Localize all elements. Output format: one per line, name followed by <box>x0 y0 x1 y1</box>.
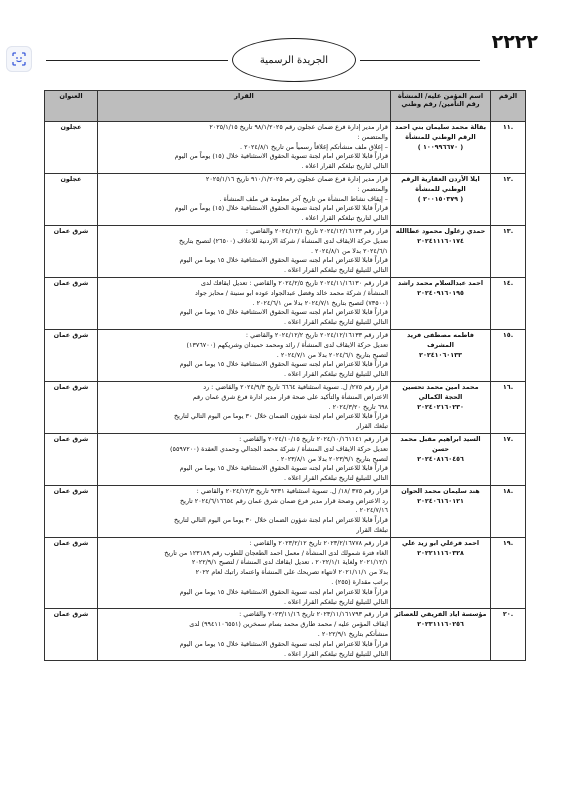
insured-name: محمد امين محمد تحسين الحجة الكمالي <box>402 382 479 401</box>
decision-cell <box>98 225 391 277</box>
decision-cell <box>98 277 391 329</box>
row-number: .١١ <box>491 122 526 174</box>
address-cell: شرق عمان <box>45 329 98 381</box>
address-cell: شرق عمان <box>45 609 98 661</box>
insurance-number: ( ٢٠٠١٥٠٣٧٩ ) <box>417 194 464 203</box>
insured-name-cell <box>391 433 491 485</box>
table-row <box>45 173 526 225</box>
insurance-number: ٢٠٢٤١٠٦٠١٣٣ <box>419 350 462 359</box>
insured-name: احمد عبدالسلام محمد راشد <box>397 278 484 287</box>
decision-line: رد الاعتراض وصحة قرار مدير فرع ضمان شرق عمان رقم ٢٠٢٤/٦/١٦٦٥٤ تاريخ <box>180 496 388 505</box>
decision-line: التالي لتاريخ تبلغكم القرار اعلاه . <box>301 214 388 223</box>
decision-cell <box>98 609 391 661</box>
decision-cell <box>98 122 391 174</box>
address-cell: عجلون <box>45 173 98 225</box>
decision-line: ٢٠٢١/١٢/١ ولغاية ٢٠٢٢/١/١ ، تعديل ايقافك لدى المنشأة / لتصبح ٢٠٢٢/٩/١ <box>191 558 388 567</box>
row-number: .١٥ <box>491 329 526 381</box>
decision-line: ٢٠٢٤/٦/١ بدلا من ٢٠٢٤/٨/١ . <box>310 246 388 255</box>
table-row <box>45 537 526 609</box>
decision-line: المنشأة / شركة محمد خالد وفضل عبدالجواد عوده ابو سنينة / محابز جواد <box>195 288 388 297</box>
decision-line: الاعتراض المنشأة والتأكيد على صحة قرار مدير ادارة فرع شرق عمان رقم <box>192 392 388 401</box>
decision-cell <box>98 485 391 537</box>
decision-line: التالي للتبليغ لتاريخ تبلغكم القرار اعلاه . <box>283 370 388 379</box>
decision-line: ايقاف المؤمن عليه / محمد طارق محمد بسام سمخرين (٩٩٤١١٠٦٥٥١) لدى <box>189 620 388 629</box>
decision-line: بدلا من ٢٠٢١/١١/١ لانتهاء تصريحك على المنشأة واعتماد راتبك لعام ٢٠٢٢ <box>195 568 388 577</box>
row-number: .١٨ <box>491 485 526 537</box>
decision-line: براتب مقدارة (٢٥٥) . <box>331 578 388 587</box>
gazette-title: الجريدة الرسمية <box>232 38 356 82</box>
decision-line: الغاء فترة شمولك لدى المنشأة / معمل احمد الطعجان للطوب رقم ١٢٣١٨٩ من تاريخ <box>164 548 388 557</box>
decision-line: التالي للتبليغ لتاريخ تبلغكم القرار اعلاه . <box>283 649 388 658</box>
address-cell: شرق عمان <box>45 485 98 537</box>
insurance-number: ٢٠٢٤٠٢١٦٠٢٣٠ <box>417 402 464 411</box>
scan-text-icon[interactable] <box>6 46 32 72</box>
table-row <box>45 485 526 537</box>
decision-line: قرار رقم ٢٠٢٣/٢/١٦٧٧٨ تاريخ ٢٠٢٣/٢/١٢ والقاضي : <box>249 538 388 547</box>
insured-name: بقالة محمد سليمان بني احمد الرقم الوطني للمنشأة <box>395 123 486 141</box>
row-number: .١٣ <box>491 225 526 277</box>
decision-line: التالي للتبليغ لتاريخ تبلغكم القرار اعلاه . <box>283 318 388 327</box>
decision-line: قراراً قابلا للاعتراض امام لجنه تسوية الحقوق الاستئنافية خلال ١٥ يوما من اليوم <box>179 639 388 648</box>
insured-name: احمد فرغلي ابو زيد علي <box>401 538 480 547</box>
insured-name-cell <box>391 277 491 329</box>
decision-line: التالي للتبليغ لتاريخ تبلغكم القرار اعلاه . <box>283 597 388 606</box>
decision-line: التالي للتبليغ لتاريخ تبلغكم القرار اعلاه . <box>283 474 388 483</box>
table-row <box>45 277 526 329</box>
header-rule-left <box>46 60 228 61</box>
decision-line: قراراً قابلا للاعتراض امام لجنة شؤون الضمان خلال ٣٠ يوما من اليوم التالي لتاريخ <box>174 516 388 525</box>
insurance-number: ٢٠٢٤١١١٦٠١٧٤ <box>417 236 464 245</box>
decision-line: تبلغك القرار <box>356 422 388 431</box>
decision-line: تبلغك القرار <box>356 526 388 535</box>
insured-name: حمدي زغلول محمود عطاالله <box>395 226 486 235</box>
insured-name-cell <box>391 225 491 277</box>
address-cell: شرق عمان <box>45 537 98 609</box>
insured-name: السيد ابراهيم مقبل محمد حسن <box>400 434 481 453</box>
insured-name-cell <box>391 381 491 433</box>
column-header-decision: القرار <box>98 91 391 122</box>
decision-line: قرار رقم ٢٠٢٤/١١/١٦١٣٠ تاريخ ٢٠٢٤/٢/٥ والقاضي : تعديل ايقافك لدى <box>200 278 388 287</box>
decision-line: منشأتكم بتاريخ ٢٠٢٢/٩/١ . <box>317 630 388 639</box>
scan-text-icon-glyph <box>12 52 26 66</box>
address-cell: شرق عمان <box>45 433 98 485</box>
table-row <box>45 122 526 174</box>
decision-line: قراراً قابلا للاعتراض امام لجنة شؤون الضمان خلال ٣٠ يوما من اليوم التالي لتاريخ <box>174 412 388 421</box>
table-row <box>45 609 526 661</box>
records-table <box>44 90 526 661</box>
decision-line: (٧٣٥٠٠) لتصبح بتاريخ ٢٠٢٤/٧/١ بدلا من ٢٠٢٤/٦/١ . <box>252 298 388 307</box>
decision-cell <box>98 537 391 609</box>
insured-name: فاطمه مصطفى فريد المشرف <box>406 330 474 349</box>
decision-line: قراراً قابلا للاعتراض امام لجنه تسوية الحقوق الاستئنافية خلال ١٥ يوما من اليوم <box>179 308 388 317</box>
table-row <box>45 433 526 485</box>
decision-line: ٢٠٢٤/٧/١٦ . <box>355 506 388 515</box>
insurance-number: ٢٠٢٤٠٦١٦٠١٢١ <box>417 496 464 505</box>
insurance-number: ٢٠٢٢١١١٦٠٣٢٨ <box>417 548 464 557</box>
decision-line: قراراً قابلا للاعتراض امام لجنه تسوية الحقوق الاستئنافية خلال ١٥ يوما من اليوم <box>179 464 388 473</box>
decision-line: التالي للتبليغ لتاريخ تبلغكم القرار اعلاه . <box>283 266 388 275</box>
decision-line: والمتضمن : <box>357 132 388 141</box>
decision-line: قرار رقم ٢٠٢٤/١٢/١٦١٣٣ تاريخ ٢٠٢٤/١٢/٢ والقاضي : <box>245 330 388 339</box>
table-row <box>45 225 526 277</box>
decision-cell <box>98 433 391 485</box>
insured-name-cell <box>391 173 491 225</box>
decision-line: قراراً قابلا للاعتراض امام لجنة تسوية الحقوق الاستئنافية خلال (١٥) يوماً من اليوم <box>174 152 388 161</box>
page-number: ٢٢٢٢ <box>491 31 538 53</box>
decision-line: قرار رقم ٢٠٢٤/١٢/١٦١٢٣ تاريخ ٢٠٢٤/١٢/١ والقاضي : <box>245 226 388 235</box>
insured-name-cell <box>391 485 491 537</box>
decision-line: تعديل حركة الايقاف لدى المنشأة / رائد ومحمد حميدان وشريكهم (١٣٧٦٧٠٠) <box>186 340 388 349</box>
decision-line: التالي لتاريخ تبلغكم القرار اعلاه . <box>301 162 388 171</box>
decision-line: تعديل حركة الايقاف لدى المنشأة / شركة محمد الجدالي وحمدي العقدة (٥٥٩٧٢٠٠) <box>170 444 388 453</box>
column-header-address: العنوان <box>45 91 98 122</box>
decision-line: قرار مدير إدارة فرع ضمان عجلون رقم ٩١٠/١/٢٠٢٥ تاريخ ٢٠٢٥/١/١٦ <box>205 174 388 183</box>
decision-line: – إيقاف نشاط المنشأة من تاريخ آخر معلومة في ملف المنشأة . <box>219 194 388 203</box>
column-header-name: اسم المؤمن عليه/ المنشأة رقم التأمين/ رقم وطني <box>391 91 491 122</box>
decision-line: قرار رقم ٢٠٢٤/١٠/١٦١١٤١ تاريخ ٢٠٢٤/١٠/١٥ والقاضي : <box>239 434 388 443</box>
decision-line: ٦٩٨ تاريخ ٢٠٢٤/٣/٢٠ . <box>328 402 388 411</box>
insured-name: ايلا الأردن العقارية الرقم الوطني للمنشأة <box>401 174 480 193</box>
insured-name-cell <box>391 609 491 661</box>
insurance-number: ٢٠٢٤٠٨١٦٠٤٥٦ <box>417 454 464 463</box>
decision-line: تعديل حركة الايقاف لدى المنشأة / شركة الاردنية للاعلاف (٢٦٥٠٠) لتصبح بتاريخ <box>178 236 388 245</box>
row-number: .١٦ <box>491 381 526 433</box>
decision-line: قرار مدير إدارة فرع ضمان عجلون رقم ٩٨/١/٢٠٢٥ تاريخ ٢٠٢٥/١/١٥ <box>209 123 388 131</box>
row-number: .١٤ <box>491 277 526 329</box>
decision-cell <box>98 381 391 433</box>
insured-name-cell <box>391 329 491 381</box>
decision-line: قراراً قابلا للاعتراض امام لجنه تسوية الحقوق الاستئنافية خلال ١٥ يوما من اليوم <box>179 587 388 596</box>
decision-line: – إغلاق ملف منشأتكم إغلاقاً رسمياً من تاريخ ٢٠٢٤/٨/١ . <box>240 142 388 151</box>
insurance-number: ٢٠٢٤٠٩١٦٠١٩٥ <box>417 288 464 297</box>
address-cell: شرق عمان <box>45 381 98 433</box>
decision-line: والمتضمن : <box>357 184 388 193</box>
address-cell: شرق عمان <box>45 225 98 277</box>
insurance-number: ( ١٠٠٩٩٦٦٧٠ ) <box>417 142 464 151</box>
address-cell: عجلون <box>45 122 98 174</box>
row-number: .١٧ <box>491 433 526 485</box>
decision-line: قرار رقم ٢٠٢٣/١١/١٦١٧٩٣ تاريخ ٢٠٢٣/١١/١٦ والقاضي : <box>239 610 388 619</box>
insured-name-cell <box>391 122 491 174</box>
row-number: .١٩ <box>491 537 526 609</box>
header-rule-right <box>360 60 480 61</box>
insured-name: مؤسسة اياد الفريقي للعصائر <box>394 610 487 619</box>
decision-cell <box>98 329 391 381</box>
insurance-number: ٢٠٢٣١١١٦٠٢٥٦ <box>417 620 464 629</box>
insured-name-cell <box>391 537 491 609</box>
decision-line: قرار رقم ٢٧٥/ ل. تسوية استئنافية ٦٦٦٤ تاريخ ٢٠٢٤/٩/٣ والقاضي : رد <box>203 382 388 391</box>
column-header-num: الرقم <box>491 91 526 122</box>
decision-line: قرار رقم ٣٧٥ /١٨/ ل. تسوية استئنافية ٩٢٣١ تاريخ ٢٠٢٤/١٢/٣ والقاضي : <box>196 486 388 495</box>
decision-cell <box>98 173 391 225</box>
row-number: .٢٠ <box>491 609 526 661</box>
address-cell: شرق عمان <box>45 277 98 329</box>
decision-line: قراراً قابلا للاعتراض امام لجنه تسوية الحقوق الاستئنافية خلال ١٥ يوما من اليوم <box>179 256 388 265</box>
decision-line: لتصبح بتاريخ ٢٠٢٤/٦/١ بدلا من ٢٠٢٤/٧/١ . <box>276 350 388 359</box>
table-row <box>45 329 526 381</box>
table-row <box>45 381 526 433</box>
decision-line: قراراً قابلا للاعتراض امام لجنه تسوية الحقوق الاستئنافية خلال ١٥ يوما من اليوم <box>179 360 388 369</box>
row-number: .١٢ <box>491 173 526 225</box>
insured-name: هند سليمان محمد الحوان <box>401 486 480 495</box>
decision-line: قراراً قابلا للاعتراض امام لجنة تسوية الحقوق الاستئنافية خلال (١٥) يوماً من اليوم <box>174 204 388 213</box>
decision-line: لتصبح بتاريخ ٢٠٢٣/٩/١ بدلا من ٢٠٢٣/٨/١ . <box>276 454 388 463</box>
table-header-row <box>45 91 526 122</box>
